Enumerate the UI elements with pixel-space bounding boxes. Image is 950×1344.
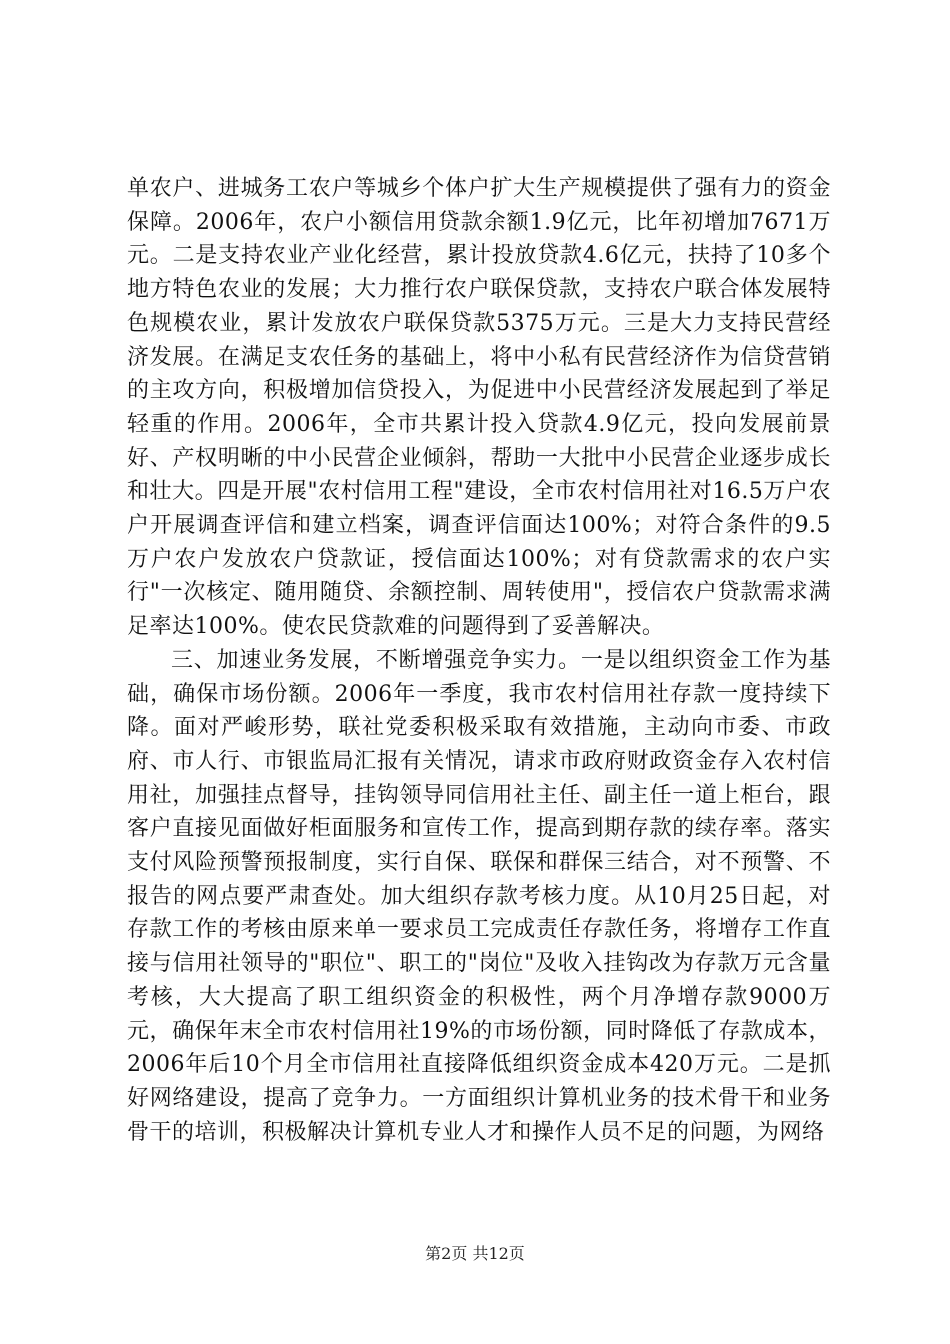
page-number-footer: 第2页 共12页 bbox=[425, 1244, 525, 1263]
paragraph-section-three: 三、加速业务发展，不断增强竞争实力。一是以组织资金工作为基础，确保市场份额。2006年一季度，我市农村信用社存款一度持续下降。面对严峻形势，联社党委积极采取有效措施，主动向市委、市政府、市人行、市银监局汇报有关情况，请求市政府财政资金存入农村信用社，加强挂点督导，挂钩领导同信用社主任、副主任一道上柜台，跟客户直接见面做好柜面服务和宣传工作，提高到期存款的续存率。落实支付风险预警预报制度，实行自保、联保和群保三结合，对不预警、不报告的网点要严肃查处。加大组织存款考核力度。从10月25日起，对存款工作的考核由原来单一要求员工完成责任存款任务，将增存工作直接与信用社领导的"职位"、职工的"岗位"及收入挂钩改为存款万元含量考核，大大提高了职工组织资金的积极性，两个月净增存款9000万元，确保年末全市农村信用社19%的市场份额，同时降低了存款成本，2006年后10个月全市信用社直接降低组织资金成本420万元。二是抓好网络建设，提高了竞争力。一方面组织计算机业务的技术骨干和业务骨干的培训，积极解决计算机专业人才和操作人员不足的问题，为网络 bbox=[127, 647, 831, 1145]
paragraph-continuation: 单农户、进城务工农户等城乡个体户扩大生产规模提供了强有力的资金保障。2006年，农户小额信用贷款余额1.9亿元，比年初增加7671万元。二是支持农业产业化经营，累计投放贷款4.6亿元，扶持了10多个地方特色农业的发展；大力推行农户联保贷款，支持农户联合体发展特色规模农业，累计发放农户联保贷款5375万元。三是大力支持民营经济发展。在满足支农任务的基础上，将中小私有民营经济作为信贷营销的主攻方向，积极增加信贷投入，为促进中小民营经济发展起到了举足轻重的作用。2006年，全市共累计投入贷款4.9亿元，投向发展前景好、产权明晰的中小民营企业倾斜，帮助一大批中小民营企业逐步成长和壮大。四是开展"农村信用工程"建设，全市农村信用社对16.5万户农户开展调查评信和建立档案，调查评信面达100%；对符合条件的9.5万户农户发放农户贷款证，授信面达100%；对有贷款需求的农户实行"一次核定、随用随贷、余额控制、周转使用"，授信农户贷款需求满足率达100%。使农民贷款难的问题得到了妥善解决。 bbox=[127, 176, 831, 640]
document-body bbox=[127, 172, 831, 1149]
